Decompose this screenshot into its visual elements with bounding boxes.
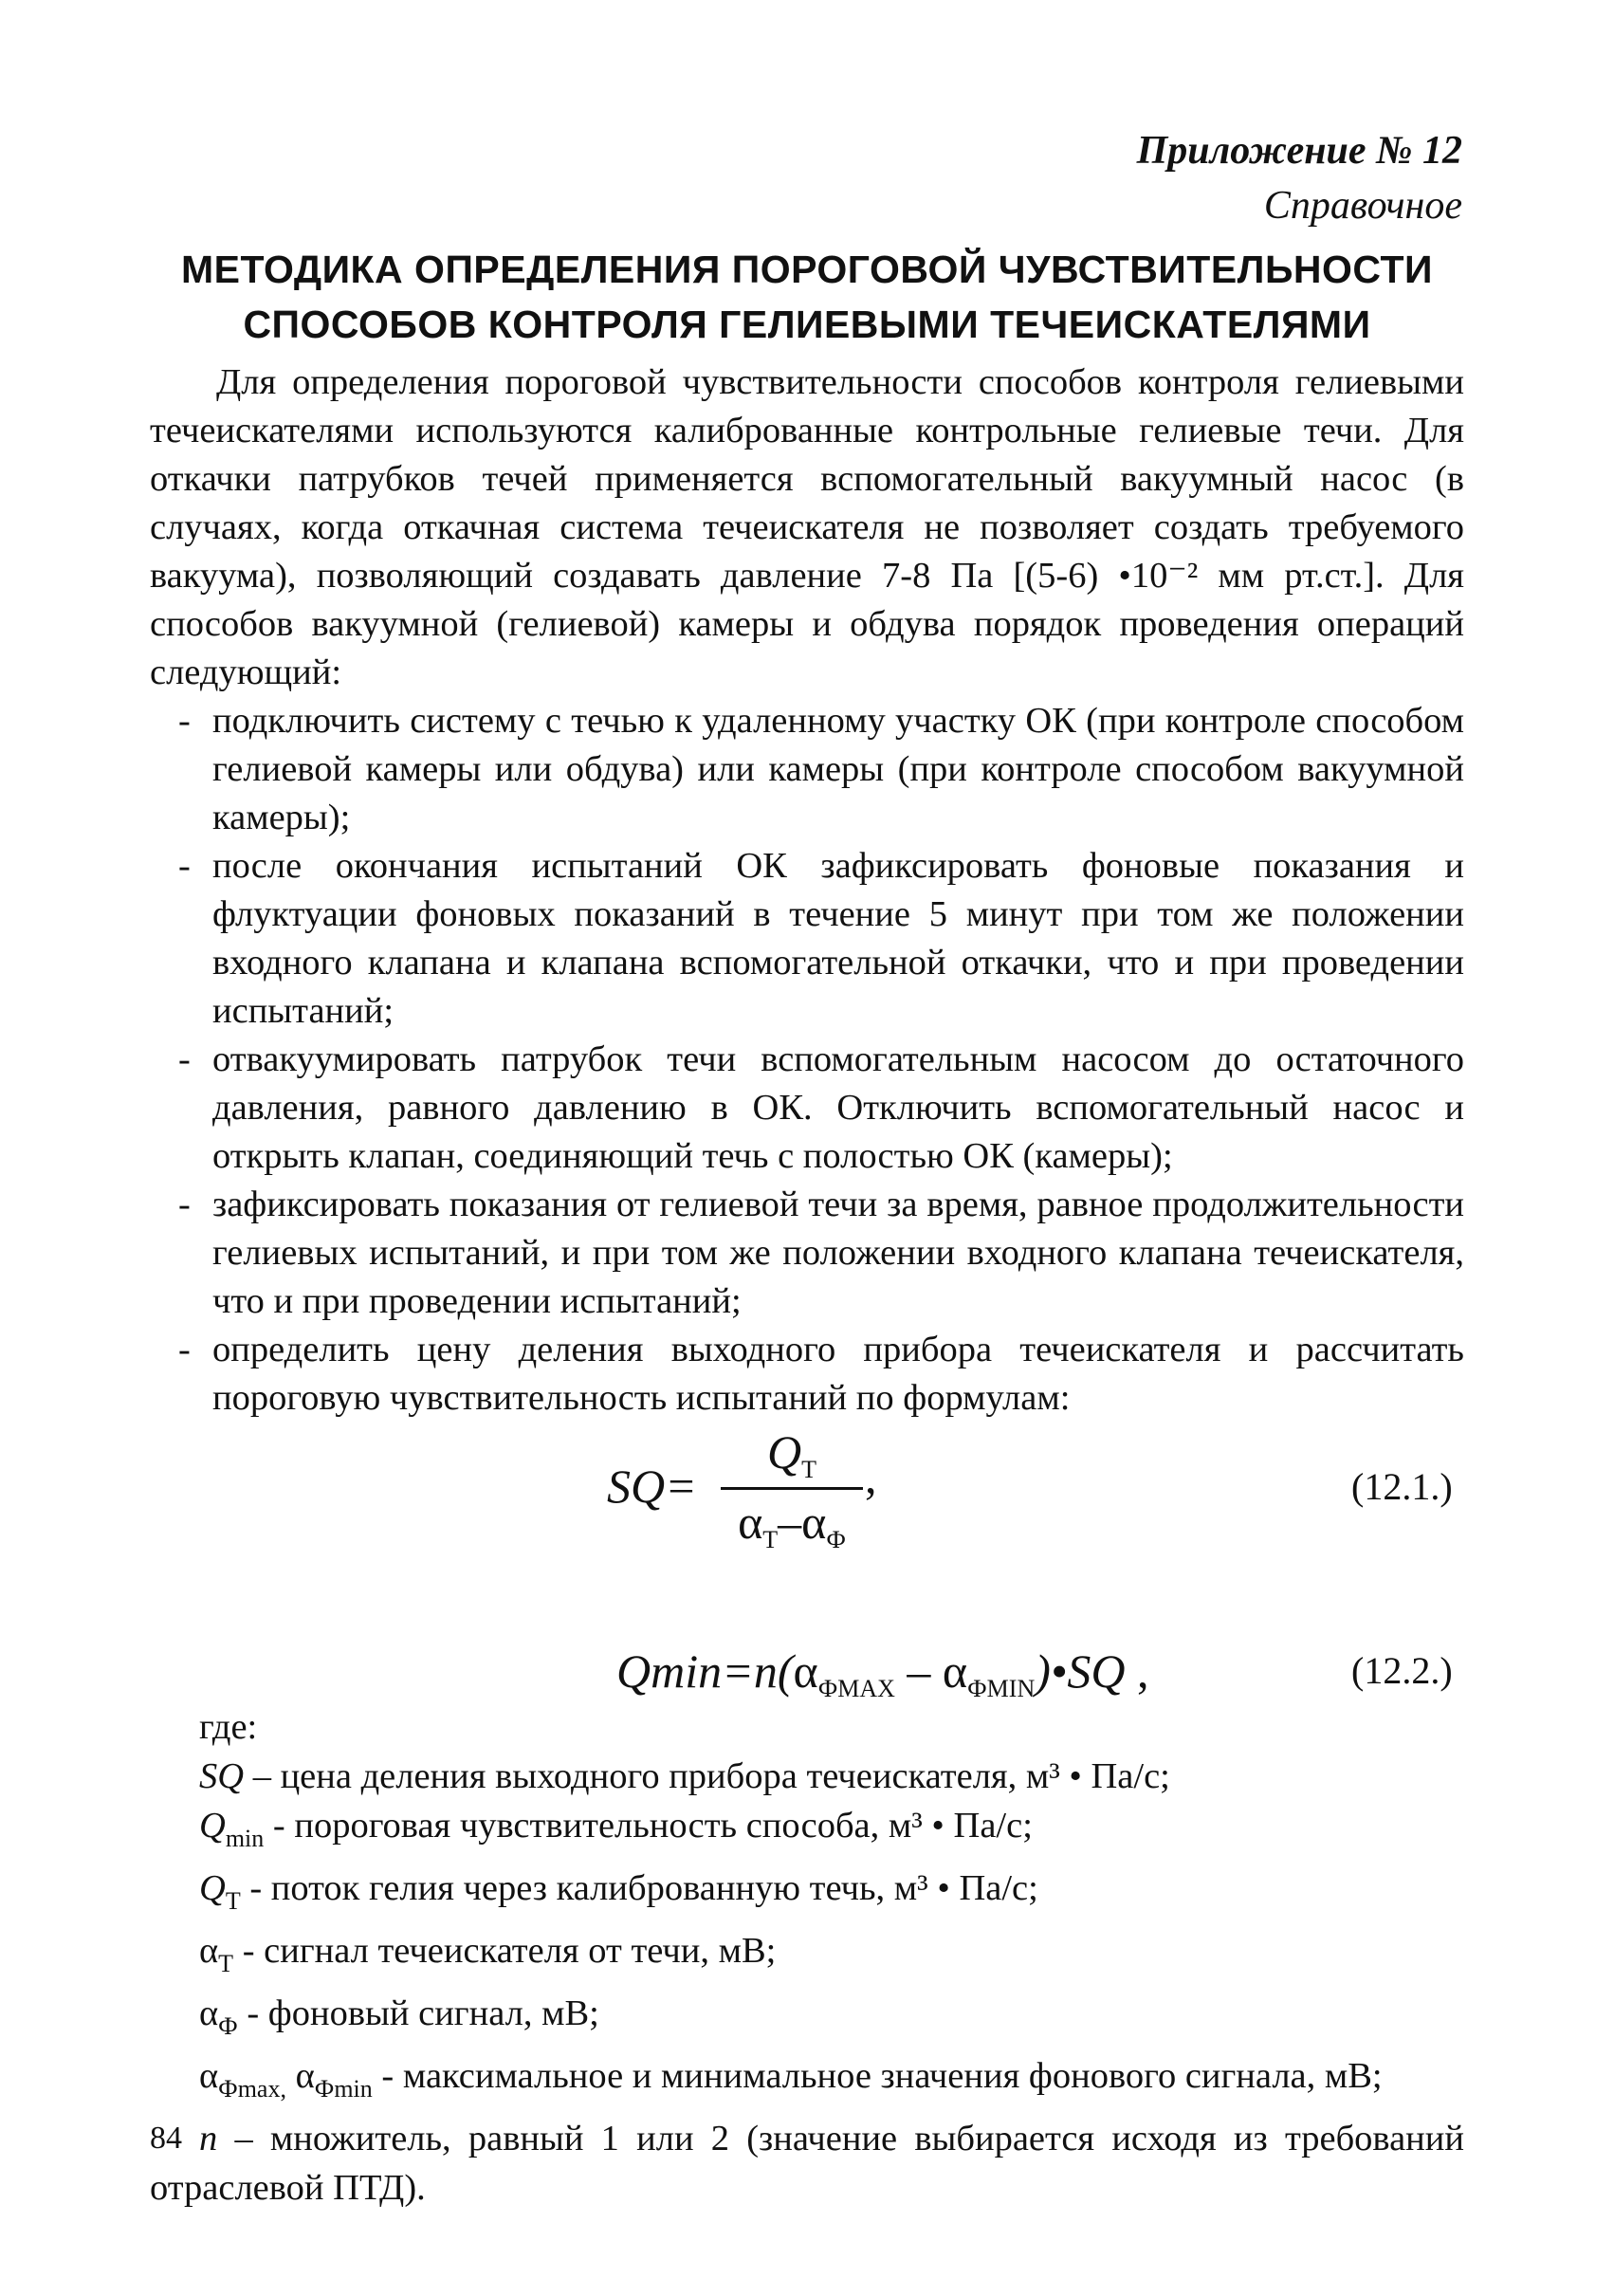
definition-item: n – множитель, равный 1 или 2 (значение выбирается исходя из требований отраслевой ПТД). [150,2119,1464,2208]
title-line-2: СПОСОБОВ КОНТРОЛЯ ГЕЛИЕВЫМИ ТЕЧЕИСКАТЕЛЯМИ [243,303,1371,346]
page-number: 84 [150,2121,182,2156]
list-item: - подключить систему с течью к удаленному участку ОК (при контроле способом гелиевой камеры или обдува) или камеры (при контроле способом вакуумной камеры); [150,697,1464,842]
definition-item: $\alpha_Т$ - сигнал течеискателя от течи, мВ; [199,1931,777,1977]
formula-12-2: $Qmin=n(\alpha_{ФMAX}$ – $\alpha_{ФMIN})•SQ$ , (12.2.) [616,1633,1470,1709]
document-title [142,242,1472,352]
appendix-number: Приложение № 12 [1136,129,1462,173]
formula-comma: , [865,1450,877,1503]
equation-number: (12.2.) [1351,1649,1453,1692]
definition-item: $\alpha_{Фmax,}$ $\alpha_{Фmin}$ - максимальное и минимальное значения фонового сигнала, мВ; [199,2056,1383,2103]
title-line-1: МЕТОДИКА ОПРЕДЕЛЕНИЯ ПОРОГОВОЙ ЧУВСТВИТЕЛЬНОСТИ [180,248,1434,291]
fraction-numerator: $Q_Т$ [767,1425,816,1483]
list-item: - отвакуумировать патрубок течи вспомогательным насосом до остаточного давления, равного давлению в ОК. Отключить вспомогательный насос и открыть клапан, соединяющий течь с полостью ОК (камеры); [150,1036,1464,1181]
list-item: - зафиксировать показания от гелиевой течи за время, равное продолжительности гелиевых испытаний, и при том же положении входного клапана течеискателя, что и при проведении испытаний; [150,1181,1464,1326]
definition-item: $Q_Т$ - поток гелия через калиброванную течь, м³ • Па/с; [199,1868,1038,1915]
fraction-bar [721,1487,863,1490]
body-text [150,358,1464,1423]
list-item: - после окончания испытаний ОК зафиксировать фоновые показания и флуктуации фоновых показаний в течение 5 минут при том же положении входного клапана и клапана вспомогательной откачки, что и при проведении испытаний; [150,842,1464,1036]
list-item: - определить цену деления выходного прибора течеискателя и рассчитать пороговую чувствительность испытаний по формулам: [150,1326,1464,1423]
formula-12-1 [607,1421,1453,1572]
definition-item: SQ – цена деления выходного прибора течеискателя, м³ • Па/с; [199,1756,1170,1796]
appendix-header [1137,123,1462,233]
definitions-list [150,1752,1464,2213]
fraction-denominator: $\alpha_Т-\alpha_Ф$ [738,1496,846,1553]
procedure-list [150,697,1464,1423]
formula-fraction [721,1421,863,1569]
where-label: где: [199,1707,258,1747]
appendix-type: Справочное [1263,184,1462,228]
formula-lhs: SQ= [607,1460,697,1513]
definition-item: $\alpha_Ф$ - фоновый сигнал, мВ; [199,1993,599,2040]
equation-number: (12.1.) [1351,1465,1453,1508]
definition-item: $Q_{min}$ - пороговая чувствительность способа, м³ • Па/с; [199,1806,1033,1852]
intro-paragraph: Для определения пороговой чувствительности способов контроля гелиевыми течеискателями используются калиброванные контрольные гелиевые течи. Для откачки патрубков течей применяется вспомогательный вакуумный насос (в случаях, когда откачная система течеискателя не позволяет создать требуемого вакуума), позволяющий создавать давление 7-8 Па [(5-6) •10⁻² мм рт.ст.]. Для способов вакуумной (гелиевой) камеры и обдува порядок проведения операций следующий: [150,362,1464,692]
